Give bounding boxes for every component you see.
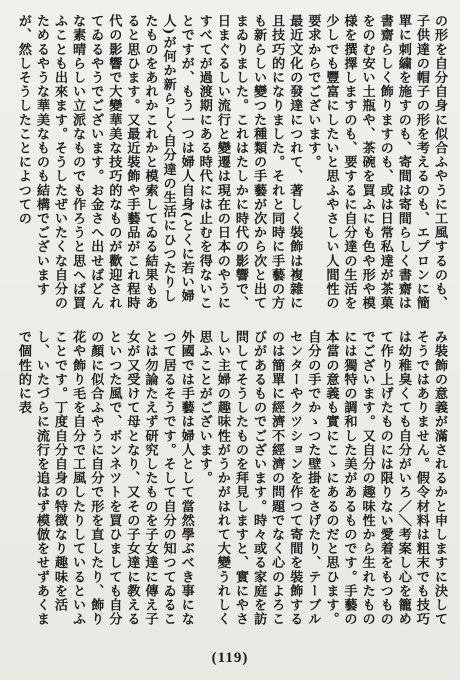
lower-text-block: み裝飾の意義が滿されるかと申しますに決してそうではありません。假令材料は粗末でも技巧は幼稚臭くても自分がいろ／＼考案し心を籠めて作り上げたものには限りない愛着をもつものでございます。又自分の趣味性から生れたものには獨特の調和した美があるものです。手藝の本當の意義も實にこゝにあるのだと思ひます。 自分の手でかゝつた壁掛をさげたり、テーブルセンターやクツションを作つて寄間を裝飾するのは簡單に經濟不經濟の問題でなく心のよろこびがあるものでございます。時々或る家庭を訪問してそうしたものを拜見しますと、實にやさしい主婦の趣味性がうかがはれて大變うれしく思ふことがございます。 外國では手藝は婦人として當然學ぶべき事になつて居るそうです。そして自分の知つてゐることは勿論たえず研究したものを子女達に傳え子女が又受けて母となり、又その子女達に教えるといつた風で、ボンネツトを買ひましても自分の顏に似合ふやうに自分で形を直したり、飾り花や飾り毛を自分で工風したりしているといふことです。丁度自分自身の特徴なり趣味を活し、いたづらに流行を追はず模倣をせずあくまで個性的に表 <box>15 330 447 627</box>
page-number: (119) <box>211 650 249 666</box>
upper-text-block: の形を自分自身に似合ふやうに工風するのも、子供達の帽子の形を考えるのも、エプロンに簡單に刺繍を施すのも、寄間は寄間らしく書齋は書齋らしく飾りますのも、或は日常私達が茶菓をのむ安い土瓶や、茶碗を買ふにも色や形や模様を撰擇しますのも、要するに自分達の生活を少しでも豐富にしたいと思ふやさしい人間性の要求からでございます。 最近文化の發達につれて、著しく裝飾は複雜に且技巧的になりました。それと同時に手藝の方も新らしい變つた種類の手藝が次から次と出てまゐりました。これはたしかに時代の影響で、日まぐるしい流行と變遷は現在の日本のやうにすべてが過渡期にある時代には止むを得ないことですが、もう一つは婦人自身(とくに若い婦人)が何か新らしく自分達の生活にひつたりしたものをあれかこれかと模索してゐる結果もあると思ひます。又最近裝飾や手藝品がこれ程時代の影響で大變華美な技巧的なものが歡迎されてゐるやうでございます。お金さへ出せばどんな素晴らしい立派なものでも作ろうと思へば買ふことも出來ます。そうしたぜいたくな自分のためるやうな華美なものも結構でございますが、然しそうしたことによつての <box>15 14 447 311</box>
